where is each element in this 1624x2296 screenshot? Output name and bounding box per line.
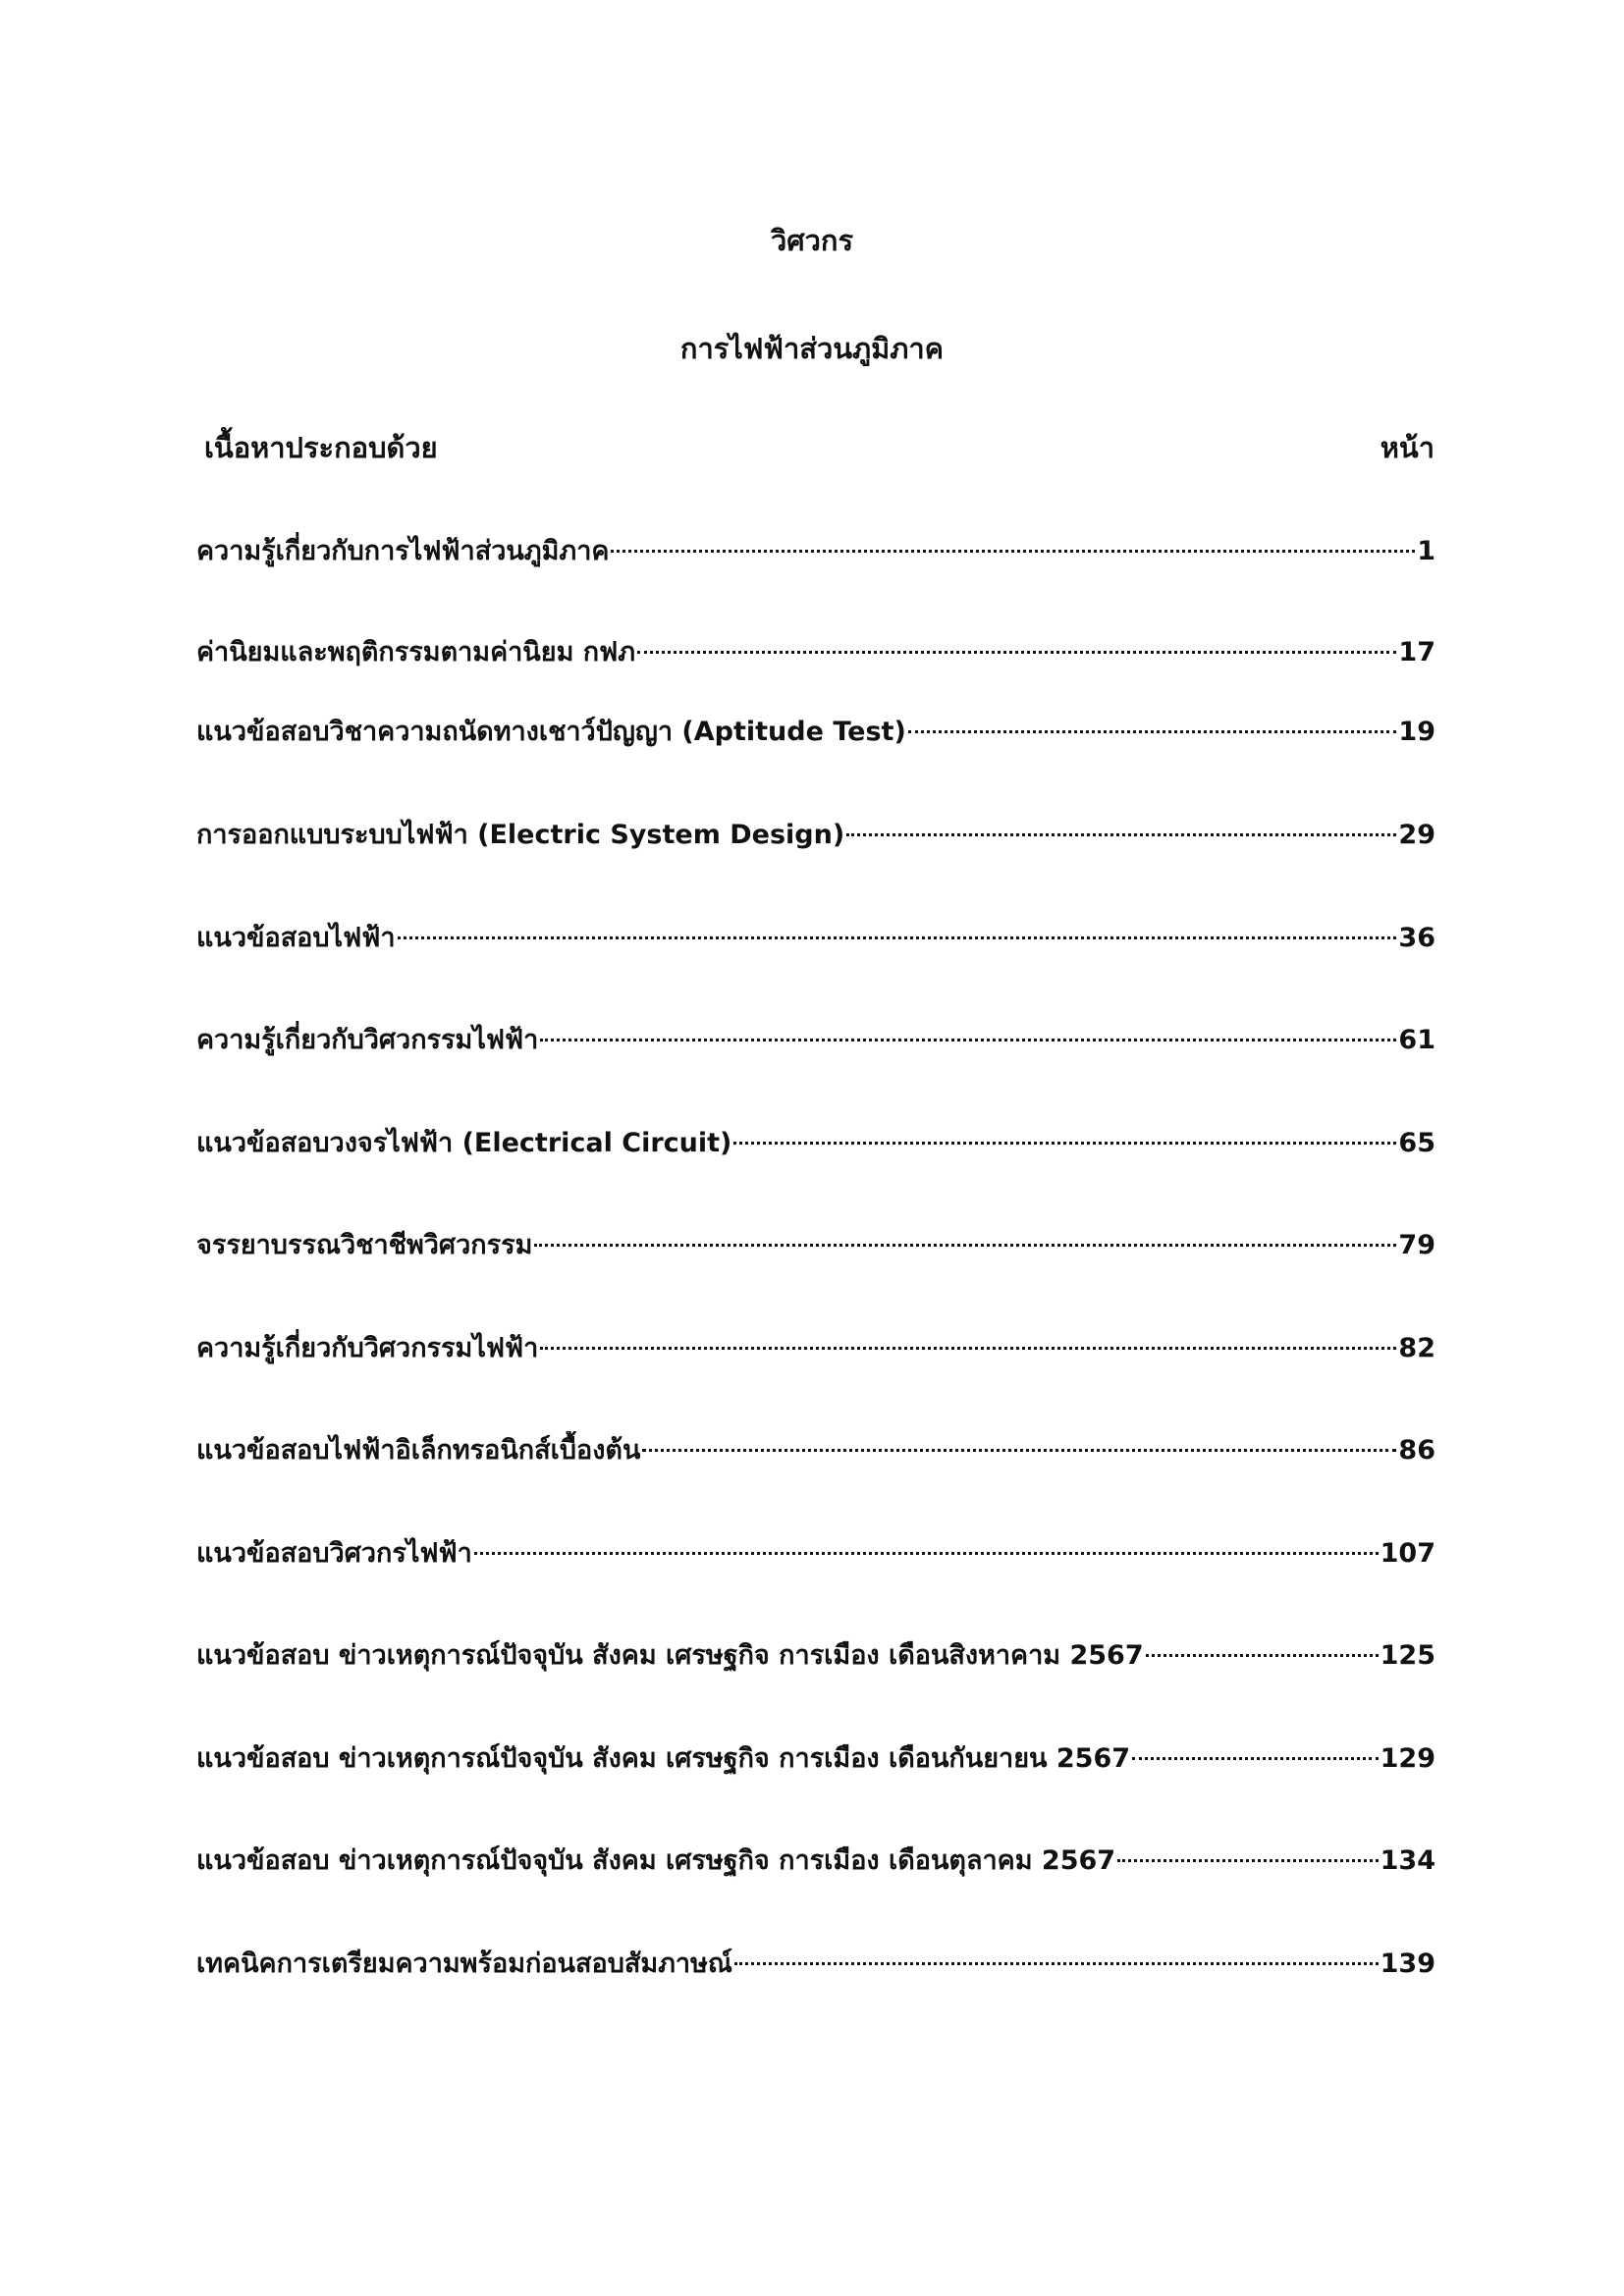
toc-entry-page: 17: [1398, 637, 1435, 667]
toc-dot-leader: [642, 1449, 1396, 1452]
toc-entry-page: 86: [1398, 1435, 1435, 1466]
toc-entry: [196, 1021, 1435, 1060]
toc-entry-title: แนวข้อสอบวงจรไฟฟ้า (Electrical Circuit): [196, 1128, 732, 1158]
toc-entry: [196, 816, 1435, 855]
toc-dot-leader: [1146, 1654, 1379, 1657]
toc-entry-title: การออกแบบระบบไฟฟ้า (Electric System Design): [196, 820, 845, 850]
toc-entry: [196, 1124, 1435, 1163]
toc-dot-leader: [1117, 1859, 1379, 1862]
toc-entry-page: 61: [1398, 1025, 1435, 1055]
document-subtitle: การไฟฟ้าส่วนภูมิภาค: [679, 332, 945, 365]
toc-entry-page: 19: [1398, 717, 1435, 747]
toc-entry: [196, 1636, 1435, 1676]
document-title: วิศวกร: [770, 224, 854, 257]
toc-dot-leader: [540, 1039, 1396, 1041]
toc-entry: [196, 919, 1435, 958]
toc-dot-leader: [637, 651, 1396, 654]
toc-entry-title: ค่านิยมและพฤติกรรมตามค่านิยม กฟภ: [196, 637, 636, 667]
toc-dot-leader: [540, 1347, 1396, 1350]
toc-dot-leader: [908, 730, 1397, 733]
toc-entry-title: ความรู้เกี่ยวกับวิศวกรรมไฟฟ้า: [196, 1333, 539, 1363]
toc-dot-leader: [611, 550, 1415, 553]
toc-entry: [196, 713, 1435, 752]
toc-entry: [196, 1226, 1435, 1265]
toc-entry-page: 139: [1380, 1949, 1435, 1979]
toc-entry-page: 134: [1380, 1845, 1435, 1876]
toc-entry-page: 65: [1398, 1128, 1435, 1158]
toc-entry-page: 125: [1380, 1640, 1435, 1671]
toc-entry: [196, 1945, 1435, 1984]
toc-entry-title: แนวข้อสอบ ข่าวเหตุการณ์ปัจจุบัน สังคม เศรษฐกิจ การเมือง เดือนสิงหาคาม 2567: [196, 1640, 1144, 1671]
toc-entry-page: 36: [1398, 923, 1435, 953]
toc-entry-page: 82: [1398, 1333, 1435, 1363]
toc-entry-title: แนวข้อสอบ ข่าวเหตุการณ์ปัจจุบัน สังคม เศรษฐกิจ การเมือง เดือนตุลาคม 2567: [196, 1845, 1116, 1876]
toc-dot-leader: [534, 1244, 1396, 1247]
toc-entry-title: แนวข้อสอบ ข่าวเหตุการณ์ปัจจุบัน สังคม เศรษฐกิจ การเมือง เดือนกันยายน 2567: [196, 1743, 1131, 1774]
toc-entry: [196, 633, 1435, 672]
toc-entry: [196, 1739, 1435, 1779]
toc-entry-page: 1: [1417, 536, 1435, 566]
page-number-header: หน้า: [1380, 431, 1435, 464]
toc-entry: [196, 1431, 1435, 1470]
toc-entry: [196, 1842, 1435, 1881]
toc-entry-title: ความรู้เกี่ยวกับวิศวกรรมไฟฟ้า: [196, 1025, 539, 1055]
toc-entry-title: เทคนิคการเตรียมความพร้อมก่อนสอบสัมภาษณ์: [196, 1949, 732, 1979]
toc-dot-leader: [733, 1142, 1396, 1145]
toc-entry-page: 79: [1398, 1230, 1435, 1260]
toc-dot-leader: [398, 936, 1397, 939]
toc-entry-page: 29: [1398, 820, 1435, 850]
toc-dot-leader: [734, 1962, 1379, 1965]
toc-entry: [196, 532, 1435, 571]
toc-dot-leader: [846, 833, 1396, 836]
toc-entry-title: จรรยาบรรณวิชาชีพวิศวกรรม: [196, 1230, 533, 1260]
toc-entry-page: 107: [1380, 1538, 1435, 1569]
contents-header: เนื้อหาประกอบด้วย: [204, 431, 438, 464]
toc-entry-title: แนวข้อสอบไฟฟ้า: [196, 923, 396, 953]
toc-dot-leader: [474, 1552, 1379, 1555]
toc-entry: [196, 1534, 1435, 1574]
toc-dot-leader: [1132, 1757, 1379, 1760]
toc-entry-page: 129: [1380, 1743, 1435, 1774]
toc-entry-title: ความรู้เกี่ยวกับการไฟฟ้าส่วนภูมิภาค: [196, 536, 610, 566]
toc-entry-title: แนวข้อสอบวิชาความถนัดทางเชาว์ปัญญา (Aptitude Test): [196, 717, 906, 747]
toc-entry-title: แนวข้อสอบวิศวกรไฟฟ้า: [196, 1538, 472, 1569]
toc-entry: [196, 1329, 1435, 1368]
toc-entry-title: แนวข้อสอบไฟฟ้าอิเล็กทรอนิกส์เบื้องต้น: [196, 1435, 641, 1466]
